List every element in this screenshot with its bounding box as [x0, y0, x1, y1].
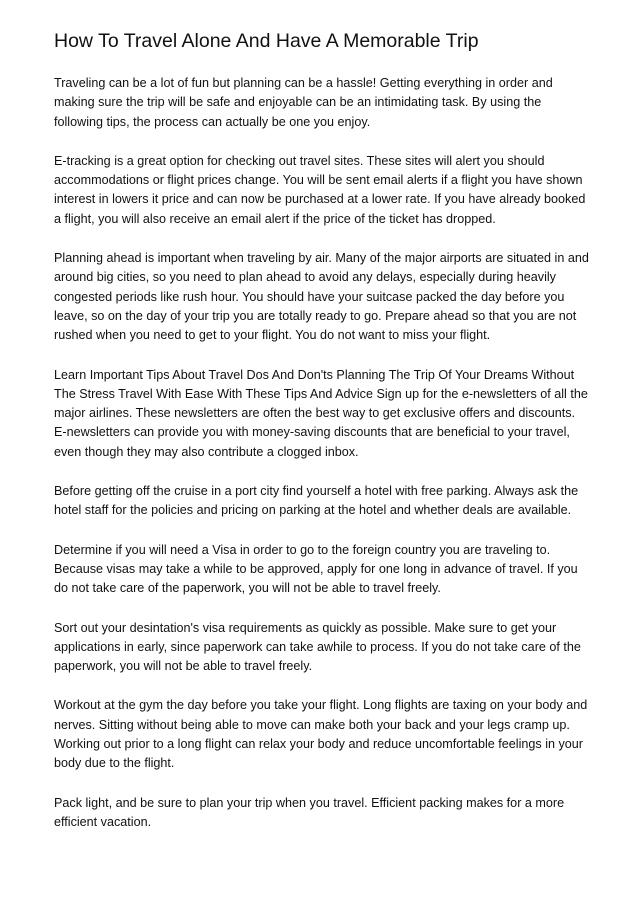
document-page: [54, 28, 590, 832]
paragraph-e-newsletters: Learn Important Tips About Travel Dos And Don'ts Planning The Trip Of Your Dreams Without The Stress Travel With Ease With These Tips And Advice Sign up for the e-newsletters of all the major airlines. These newsletters are often the best way to get exclusive offers and discounts. E-newsletters can provide you with money-saving discounts that are beneficial to your travel, even though they may also contribute a clogged inbox.: [54, 367, 588, 459]
paragraph-e-tracking: E-tracking is a great option for checking out travel sites. These sites will alert you should accommodations or flight prices change. You will be sent email alerts if a flight you have shown interest in lowers it price and can now be purchased at a lower rate. If you have already booked a flight, you will also receive an email alert if the price of the ticket has dropped.: [54, 153, 586, 226]
paragraph-workout: Workout at the gym the day before you take your flight. Long flights are taxing on your body and nerves. Sitting without being able to move can make both your back and your legs cramp up. Working out prior to a long flight can relax your body and reduce uncomfortable feelings in your body due to the flight.: [54, 698, 588, 771]
paragraph-visa-requirements: Sort out your desintation's visa requirements as quickly as possible. Make sure to get your applications in early, since paperwork can take awhile to process. If you do not take care of the paperwork, you will not be able to travel freely.: [54, 620, 581, 674]
paragraph-pack-light: Pack light, and be sure to plan your trip when you travel. Efficient packing makes for a more efficient vacation.: [54, 795, 565, 829]
paragraph-planning-ahead: Planning ahead is important when traveling by air. Many of the major airports are situated in and around big cities, so you need to plan ahead to avoid any delays, especially during heavily congested periods like rush hour. You should have your suitcase packed the day before you leave, so on the day of your trip you are totally ready to go. Prepare ahead so that you are not rushed when you need to get to your flight. You do not want to miss your flight.: [54, 251, 589, 343]
paragraph-visa: Determine if you will need a Visa in order to go to the foreign country you are traveling to. Because visas may take a while to be approved, apply for one long in advance of travel. If you do not take care of the paperwork, you will not be able to travel freely.: [54, 542, 578, 596]
page-title: How To Travel Alone And Have A Memorable Trip: [54, 30, 479, 52]
paragraph-intro: Traveling can be a lot of fun but planning can be a hassle! Getting everything in order and making sure the trip will be safe and enjoyable can be an intimidating task. By using the following tips, the process can actually be one you enjoy.: [54, 76, 553, 129]
paragraph-hotel-parking: Before getting off the cruise in a port city find yourself a hotel with free parking. Always ask the hotel staff for the policies and pricing on parking at the hotel and whether deals are available.: [54, 484, 579, 518]
